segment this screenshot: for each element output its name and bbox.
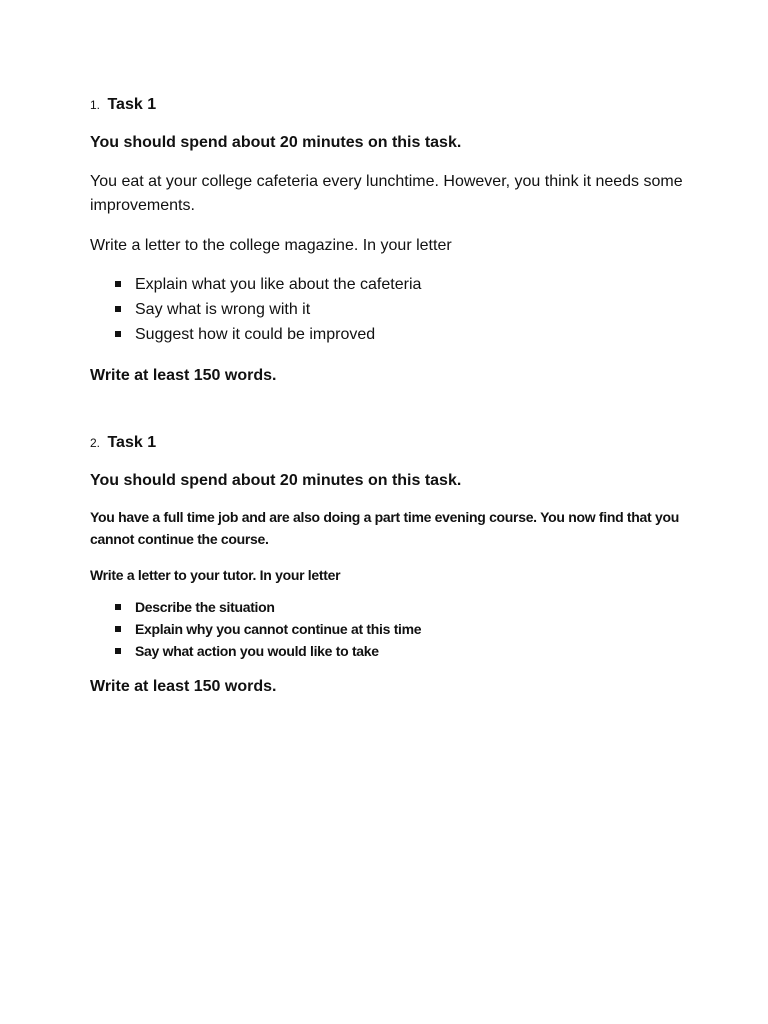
time-instruction: You should spend about 20 minutes on this task.: [90, 472, 462, 489]
list-item-text: Describe the situation: [135, 599, 275, 615]
list-item: [90, 297, 690, 322]
situation-text: You have a full time job and are also doing a part time evening course. You now find that you cannot continue the course.: [90, 509, 679, 547]
task-number: 1.: [90, 98, 101, 112]
list-item: [90, 618, 690, 640]
square-bullet-icon: [115, 626, 121, 632]
letter-prompt: Write a letter to the college magazine. In your letter: [90, 237, 452, 254]
square-bullet-icon: [115, 281, 121, 287]
time-instruction: You should spend about 20 minutes on this task.: [90, 134, 462, 151]
task-section-1: [90, 94, 690, 387]
square-bullet-icon: [115, 306, 121, 312]
square-bullet-icon: [115, 331, 121, 337]
word-count-instruction: Write at least 150 words.: [90, 367, 277, 384]
square-bullet-icon: [115, 604, 121, 610]
list-item-text: Say what action you would like to take: [135, 643, 379, 659]
task-title: Task 1: [107, 434, 157, 451]
bullet-list: [90, 596, 690, 662]
task-heading: [90, 94, 690, 116]
situation-text: You eat at your college cafeteria every lunchtime. However, you think it needs some improvements.: [90, 173, 683, 214]
list-item: [90, 272, 690, 297]
task-title: Task 1: [107, 96, 157, 113]
list-item: [90, 322, 690, 347]
list-item: [90, 596, 690, 618]
word-count-instruction: Write at least 150 words.: [90, 678, 277, 695]
square-bullet-icon: [115, 648, 121, 654]
task-heading: [90, 432, 690, 454]
list-item-text: Explain why you cannot continue at this time: [135, 621, 422, 637]
list-item-text: Suggest how it could be improved: [135, 326, 376, 343]
task-number: 2.: [90, 436, 101, 450]
list-item-text: Say what is wrong with it: [135, 301, 311, 318]
bullet-list: [90, 272, 690, 347]
list-item-text: Explain what you like about the cafeteria: [135, 276, 422, 293]
list-item: [90, 640, 690, 662]
task-section-2: [90, 432, 690, 698]
letter-prompt: Write a letter to your tutor. In your letter: [90, 567, 341, 583]
